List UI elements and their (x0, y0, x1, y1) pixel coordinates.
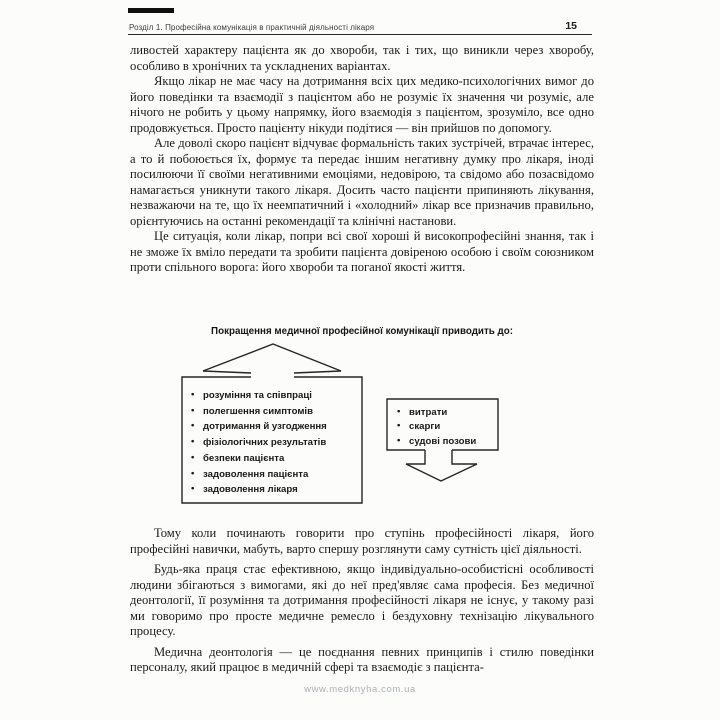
list-item: • скарги (397, 420, 497, 434)
list-item: • дотримання й узгодження (191, 419, 361, 435)
paragraph: Це ситуація, коли лікар, попри всі свої хороші й високопрофесійні знання, так і не зможе їх вміло передати та зробити пацієнта довіреною особою і своїм союзником проти спільного ворога: його хвороби та поганої якості життя. (130, 229, 594, 274)
body-text-top (130, 43, 594, 276)
communication-diagram (130, 325, 594, 525)
paragraph: Будь-яка праця стає ефективною, якщо індивідуально-особистісні особливості людини збігаються з вимогами, які до неї пред'являє сама професія. Без медичної деонтології, її розуміння та дотримання професійності лікаря не існує, у такому разі ми говоримо про просте медичне ремесло і бездуховну технізацію лікувального процесу. (130, 562, 594, 638)
list-item: • полегшення симптомів (191, 404, 361, 420)
list-item: • безпеки пацієнта (191, 451, 361, 467)
page-header (129, 20, 591, 32)
paragraph: Медична деонтологія — це поєднання певних принципів і стилю поведінки персоналу, який працює в медичній сфері та взаємодіє з пацієнта- (130, 644, 594, 674)
decrease-arrow-icon (406, 450, 477, 481)
positive-outcomes-list (191, 388, 361, 498)
list-item: • задоволення пацієнта (191, 467, 361, 483)
list-item: • витрати (397, 406, 497, 420)
paragraph: Якщо лікар не має часу на дотримання всіх цих медико-психологічних вимог до його поведінки та взаємодії з пацієнтом або не розуміє їх значення чи розуміє, але нічого не робить у цьому напрямку, його взаємодія з пацієнтом, зрозуміло, все одно продовжується. Просто пацієнту нікуди подітися — він прийшов по допомогу. (130, 74, 594, 135)
print-mark (128, 8, 174, 13)
page-number: 15 (565, 20, 577, 32)
paragraph: ливостей характеру пацієнта як до хвороби, так і тих, що виникли через хворобу, особливо в хронічних та ускладнених варіантах. (130, 43, 594, 73)
header-rule (128, 34, 592, 35)
list-item: • фізіологічних результатів (191, 435, 361, 451)
paragraph: Тому коли починають говорити про ступінь професійності лікаря, його професійні навички, мабуть, варто спершу розглянути саму сутність цієї діяльності. (130, 526, 594, 556)
paragraph: Але доволі скоро пацієнт відчуває формальність таких зустрічей, втрачає інтерес, а то й побоюється їх, формує та передає іншим негативну думку про лікаря, іноді посилюючи її своїми негативними емоціями, недовірою, та свідомо або позасвідомо намагається уникнути такого лікаря. Досить часто пацієнти припиняють лікування, незважаючи на те, що їх неемпатичний і «холодний» лікар все призначив правильно, орієнтуючись на останні рекомендації та клінічні настанови. (130, 136, 594, 228)
body-text-bottom (130, 526, 594, 681)
list-item: • судові позови (397, 435, 497, 449)
list-item: • розуміння та співпраці (191, 388, 361, 404)
diagram-title: Покращення медичної професійної комунікації приводить до: (211, 326, 513, 337)
increase-arrow-icon (203, 344, 341, 373)
chapter-title: Розділ 1. Професійна комунікація в практичній діяльності лікаря (129, 23, 375, 32)
footer-watermark: www.medknyha.com.ua (304, 684, 416, 695)
negative-outcomes-list (397, 406, 497, 449)
list-item: • задоволення лікаря (191, 482, 361, 498)
